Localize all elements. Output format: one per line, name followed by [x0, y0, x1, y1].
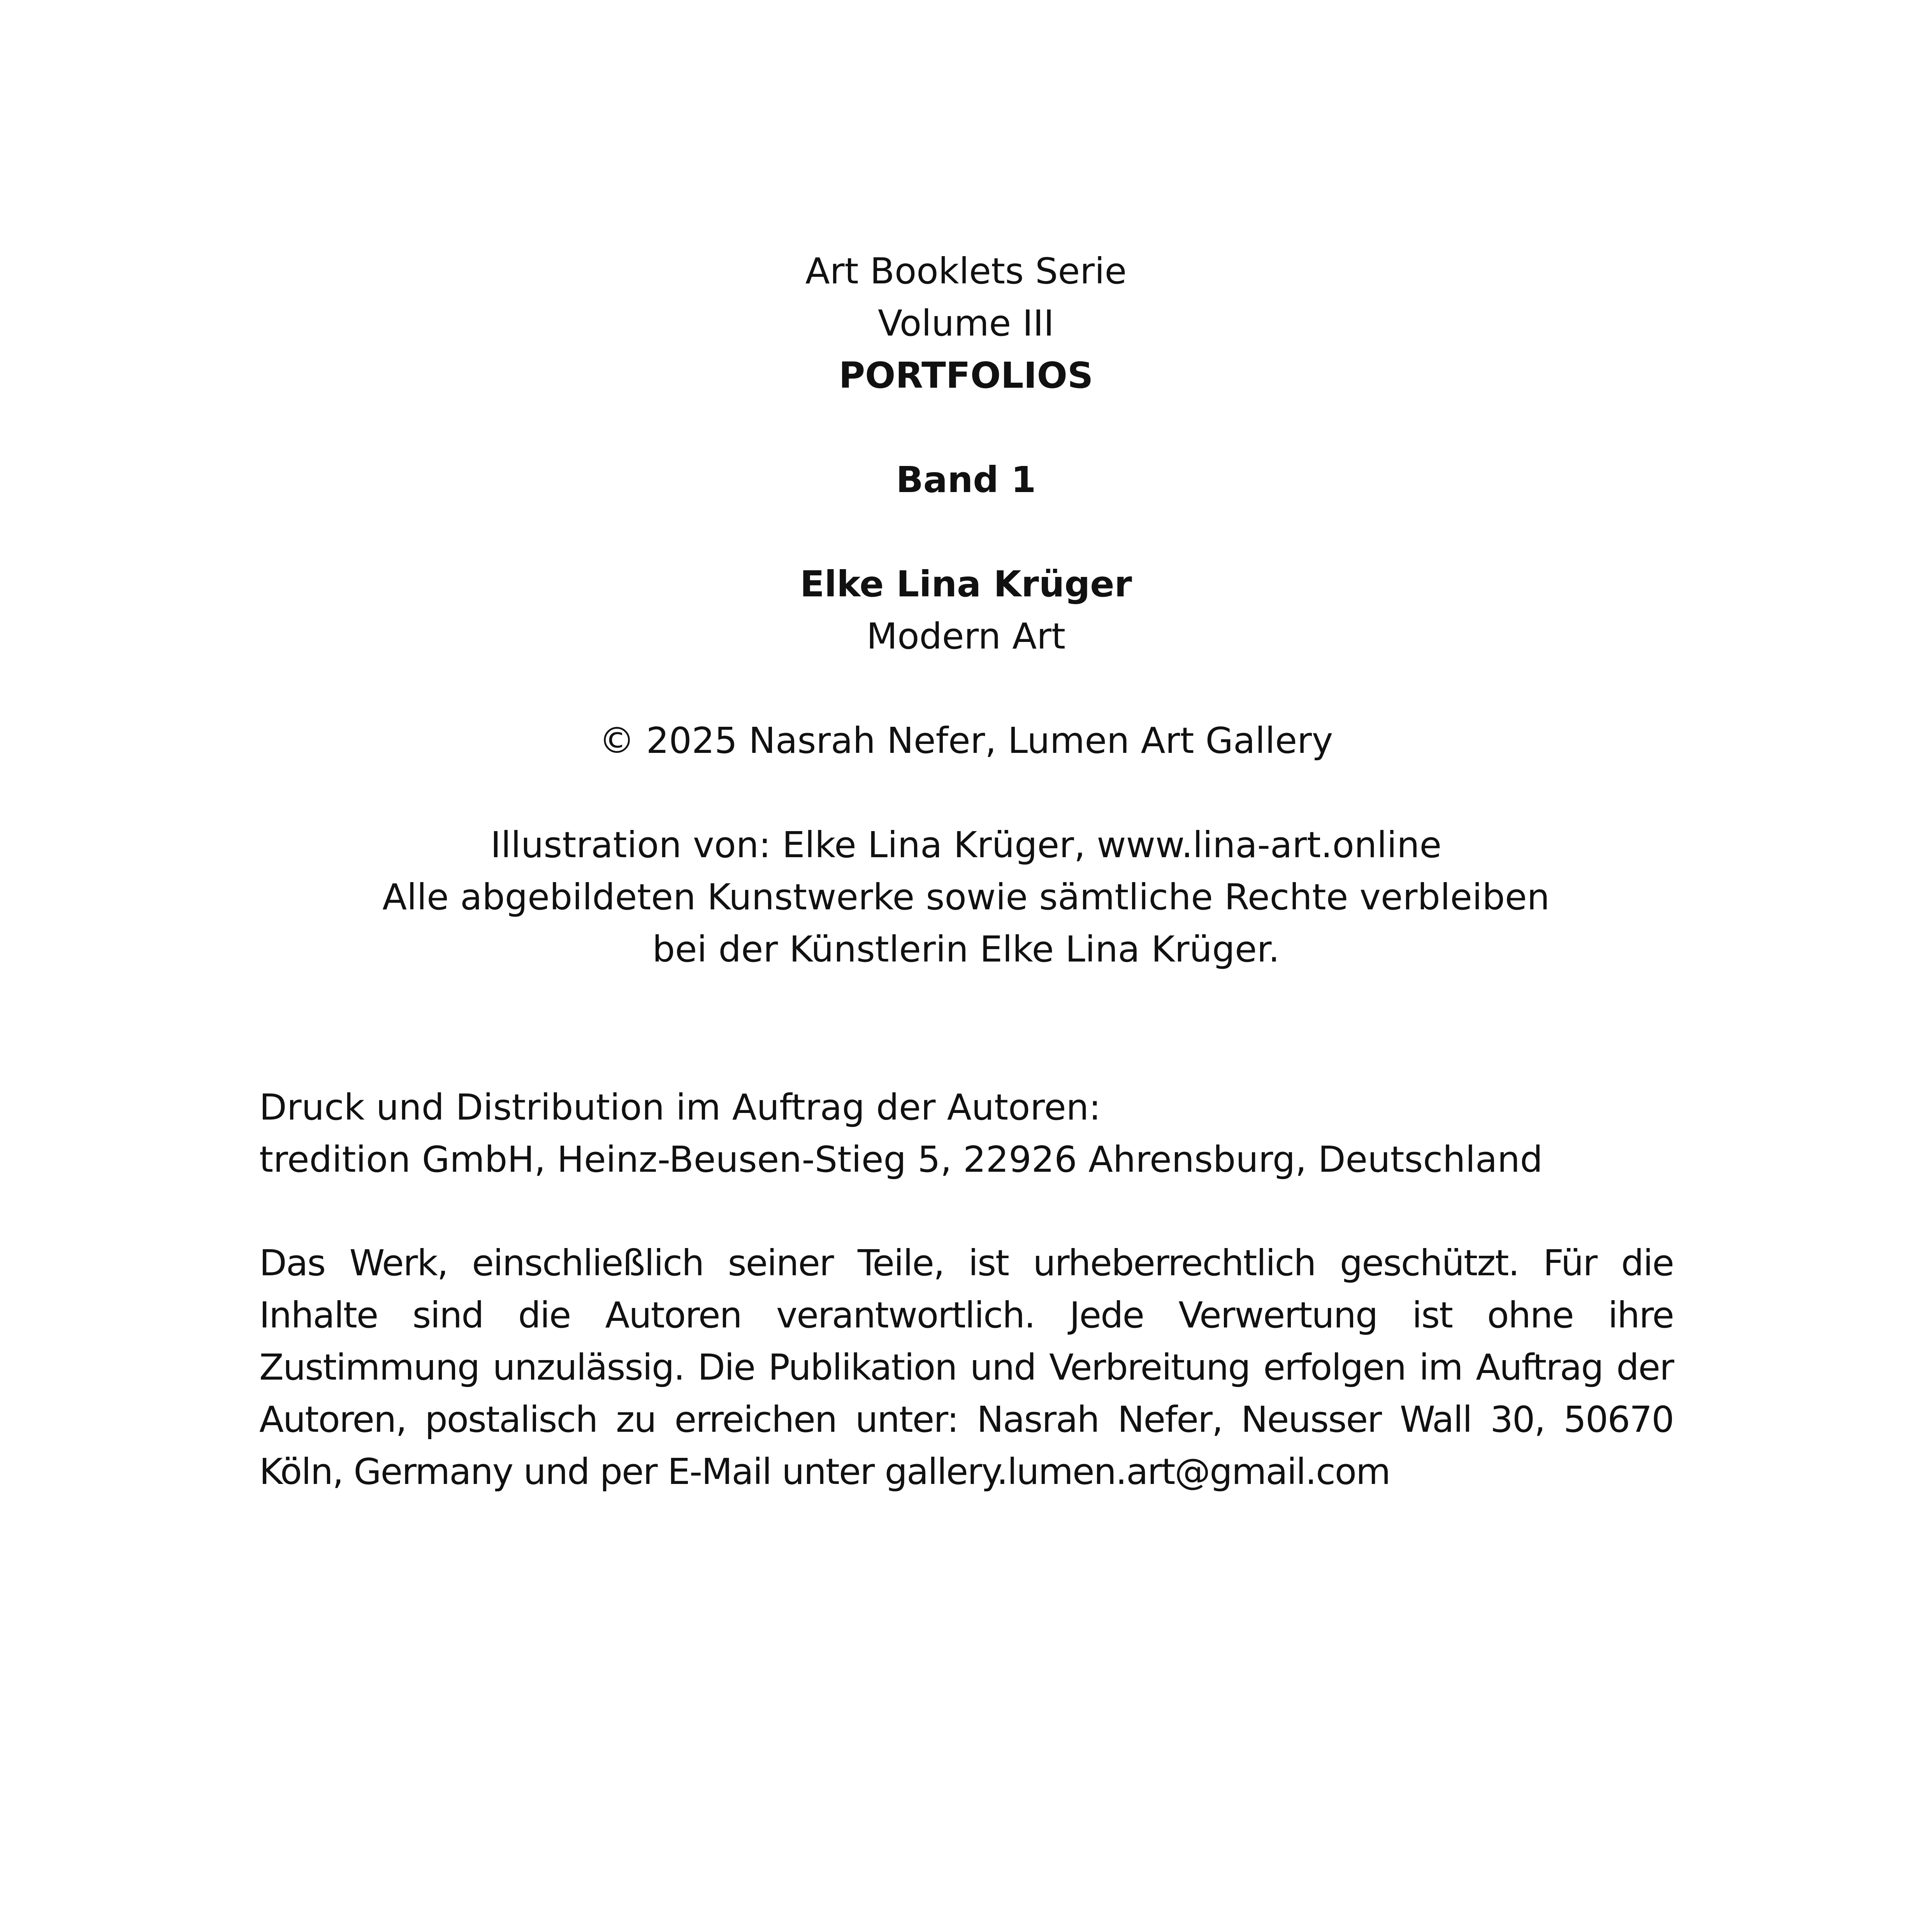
series-label: Art Booklets Serie — [805, 250, 1127, 292]
illustration-credit: Illustration von: Elke Lina Krüger, www.lina-art.online — [490, 824, 1442, 866]
legal-notice: Das Werk, einschließlich seiner Teile, ist urheberrechtlich geschützt. Für die Inhalte sind die Autoren verantwortlich. Jede Verwertung ist ohne ihre Zustimmung unzulässig. Die Publikation und Verbreitung erfolgen im Auftrag der Autoren, postalisch zu erreichen unter: Nasrah Nefer, Neusser Wall 30, 50670 Köln, Germany und per E-Mail unter gallery.lumen.art@gmail.com — [259, 1242, 1674, 1493]
spacer — [0, 506, 1932, 558]
band-label: Band 1 — [896, 459, 1036, 501]
rights-line-2: bei der Künstlerin Elke Lina Krüger. — [652, 928, 1280, 970]
genre-label: Modern Art — [866, 615, 1066, 657]
collection-title: PORTFOLIOS — [839, 355, 1093, 396]
artist-name: Elke Lina Krüger — [800, 563, 1132, 605]
rights-line-1: Alle abgebildeten Kunstwerke sowie sämtliche Rechte verbleiben — [382, 876, 1550, 918]
spacer — [0, 402, 1932, 454]
title-block — [0, 245, 1932, 976]
spacer — [0, 663, 1932, 715]
distribution-block — [259, 1081, 1674, 1186]
spacer — [0, 767, 1932, 819]
distribution-line-1: Druck und Distribution im Auftrag der Autoren: — [259, 1086, 1101, 1128]
volume-label: Volume III — [878, 302, 1054, 344]
distribution-line-2: tredition GmbH, Heinz-Beusen-Stieg 5, 22926 Ahrensburg, Deutschland — [259, 1139, 1543, 1180]
copyright-notice: © 2025 Nasrah Nefer, Lumen Art Gallery — [599, 720, 1333, 761]
